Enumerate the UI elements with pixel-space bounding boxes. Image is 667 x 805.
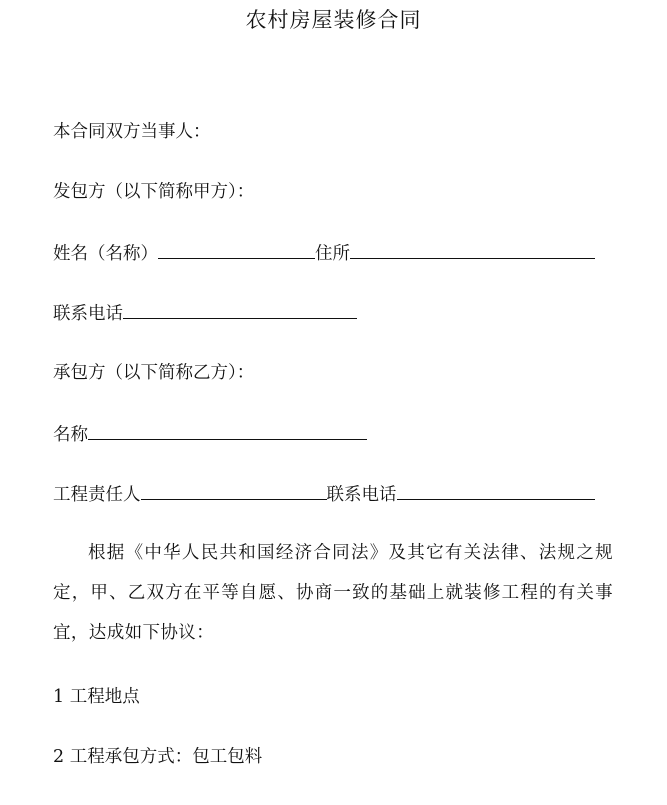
clause-1: 1 工程地点 [53, 687, 140, 707]
party-b-manager-blank[interactable] [141, 481, 327, 500]
party-b-heading: 承包方（以下简称乙方）： [53, 363, 255, 383]
party-b-name-label: 名称 [53, 425, 88, 445]
preamble-paragraph: 根据《中华人民共和国经济合同法》及其它有关法律、法规之规定，甲、乙双方在平等自愿、协商一致的基础上就装修工程的有关事宜，达成如下协议： [53, 543, 613, 643]
party-a-phone-label: 联系电话 [53, 304, 123, 324]
party-b-name-row [53, 421, 367, 447]
party-a-name-row [53, 240, 595, 266]
document-title: 农村房屋装修合同 [245, 8, 422, 32]
party-a-phone-blank[interactable] [123, 300, 357, 319]
party-b-phone-label: 联系电话 [326, 485, 397, 505]
party-a-name-label: 姓名（名称） [53, 244, 158, 264]
party-a-heading: 发包方（以下简称甲方）： [53, 182, 255, 202]
party-a-name-blank[interactable] [158, 240, 315, 259]
party-b-manager-row [53, 481, 595, 507]
party-a-address-blank[interactable] [350, 240, 595, 259]
parties-intro: 本合同双方当事人： [53, 122, 211, 142]
party-b-phone-blank[interactable] [397, 481, 595, 500]
clause-2: 2 工程承包方式：包工包料 [53, 747, 263, 767]
party-a-phone-row [53, 300, 357, 326]
party-b-name-blank[interactable] [88, 421, 367, 440]
party-b-manager-label: 工程责任人 [53, 485, 141, 505]
party-a-address-label: 住所 [315, 244, 350, 264]
